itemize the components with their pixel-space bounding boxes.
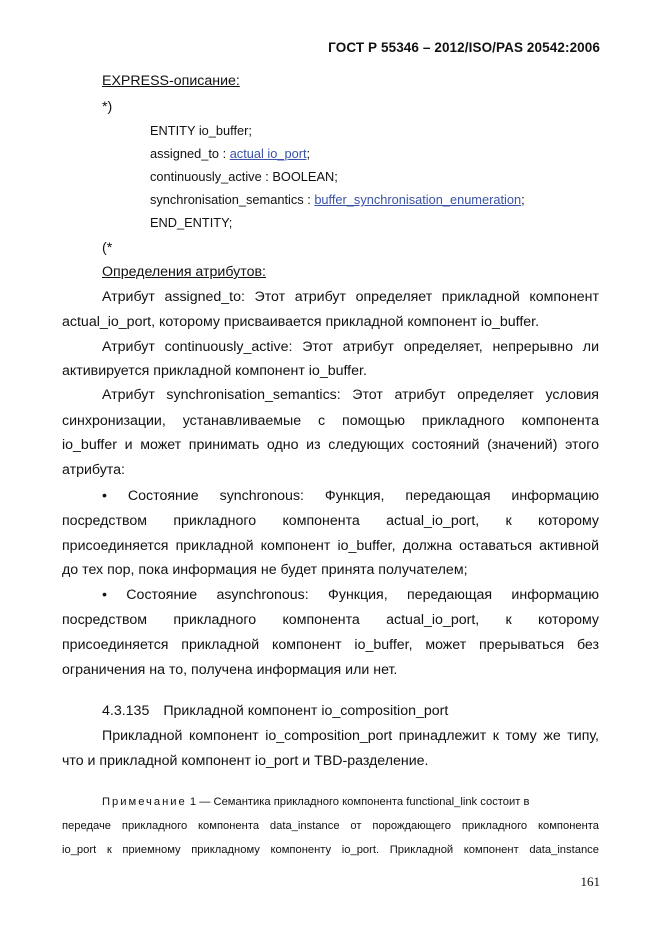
page-number: 161 [580, 874, 600, 889]
code-text: assigned_to : [150, 146, 230, 161]
note-line2: передаче прикладного компонента data_instance от порождающего прикладного компонента [62, 820, 599, 832]
para-continuously-line1: Атрибут continuously_active: Этот атрибут определяет, непрерывно ли [102, 339, 599, 355]
express-label: EXPRESS-описание: [102, 73, 240, 89]
bullet-synchronous-line1: • Состояние synchronous: Функция, передающая информацию [102, 488, 599, 504]
bullet-asynchronous-line2: посредством прикладного компонента actual_io_port, к которому [62, 612, 599, 628]
open-comment: *) [102, 99, 113, 115]
bullet-asynchronous-line3: присоединяется прикладной компонент io_buffer, может прерываться без [62, 637, 599, 653]
section-title: Прикладной компонент io_composition_port [163, 703, 449, 719]
section-para-line2: что и прикладной компонент io_port и TBD-разделение. [62, 753, 429, 769]
bullet-synchronous-line4: до тех пор, пока информация не будет принята получателем; [62, 562, 468, 578]
bullet-synchronous-line2: посредством прикладного компонента actual_io_port, к которому [62, 513, 599, 529]
bullet-synchronous-line3: присоединяется прикладной компонент io_buffer, должна оставаться активной [62, 538, 599, 554]
para-sync-line1: Атрибут synchronisation_semantics: Этот атрибут определяет условия [102, 387, 599, 403]
section-para-line1: Прикладной компонент io_composition_port принадлежит к тому же типу, [102, 728, 599, 744]
para-assigned-to-line2: actual_io_port, которому присваивается прикладной компонент io_buffer. [62, 314, 540, 330]
actual-io-port-link[interactable]: actual io_port [229, 146, 307, 161]
note-text: 1 — Семантика прикладного компонента functional_link состоит в [186, 796, 530, 808]
code-line-continuously-active: continuously_active : BOOLEAN; [150, 169, 338, 184]
code-line-end-entity: END_ENTITY; [150, 215, 233, 230]
para-sync-line4: атрибута: [62, 462, 125, 478]
note-line1 [102, 793, 529, 811]
code-line-synchronisation [150, 191, 525, 209]
code-line-assigned-to [150, 145, 310, 163]
para-sync-line2: синхронизации, устанавливаемые с помощью прикладного компонента [62, 413, 599, 429]
section-number: 4.3.135 [102, 703, 150, 719]
note-line3: io_port к приемному прикладному компоненту io_port. Прикладной компонент data_instance [62, 844, 599, 856]
code-text: ; [306, 146, 311, 161]
buffer-sync-enum-link[interactable]: buffer_synchronisation_enumeration [314, 192, 522, 207]
code-line-entity: ENTITY io_buffer; [150, 123, 252, 138]
code-text: ; [521, 192, 525, 207]
note-label: Примечание [102, 796, 187, 808]
code-text: synchronisation_semantics : [150, 192, 315, 207]
para-continuously-line2: активируется прикладной компонент io_buffer. [62, 363, 367, 379]
close-comment: (* [102, 240, 113, 256]
para-sync-line3: io_buffer и может принимать одно из следующих состояний (значений) этого [62, 437, 599, 453]
bullet-asynchronous-line1: • Состояние asynchronous: Функция, передающая информацию [102, 587, 599, 603]
bullet-asynchronous-line4: ограничения на то, получена информация или нет. [62, 662, 398, 678]
attributes-heading: Определения атрибутов: [102, 264, 266, 280]
document-header: ГОСТ Р 55346 – 2012/ISO/PAS 20542:2006 [328, 40, 600, 55]
section-heading [102, 702, 448, 720]
para-assigned-to-line1: Атрибут assigned_to: Этот атрибут определяет прикладной компонент [102, 289, 599, 305]
